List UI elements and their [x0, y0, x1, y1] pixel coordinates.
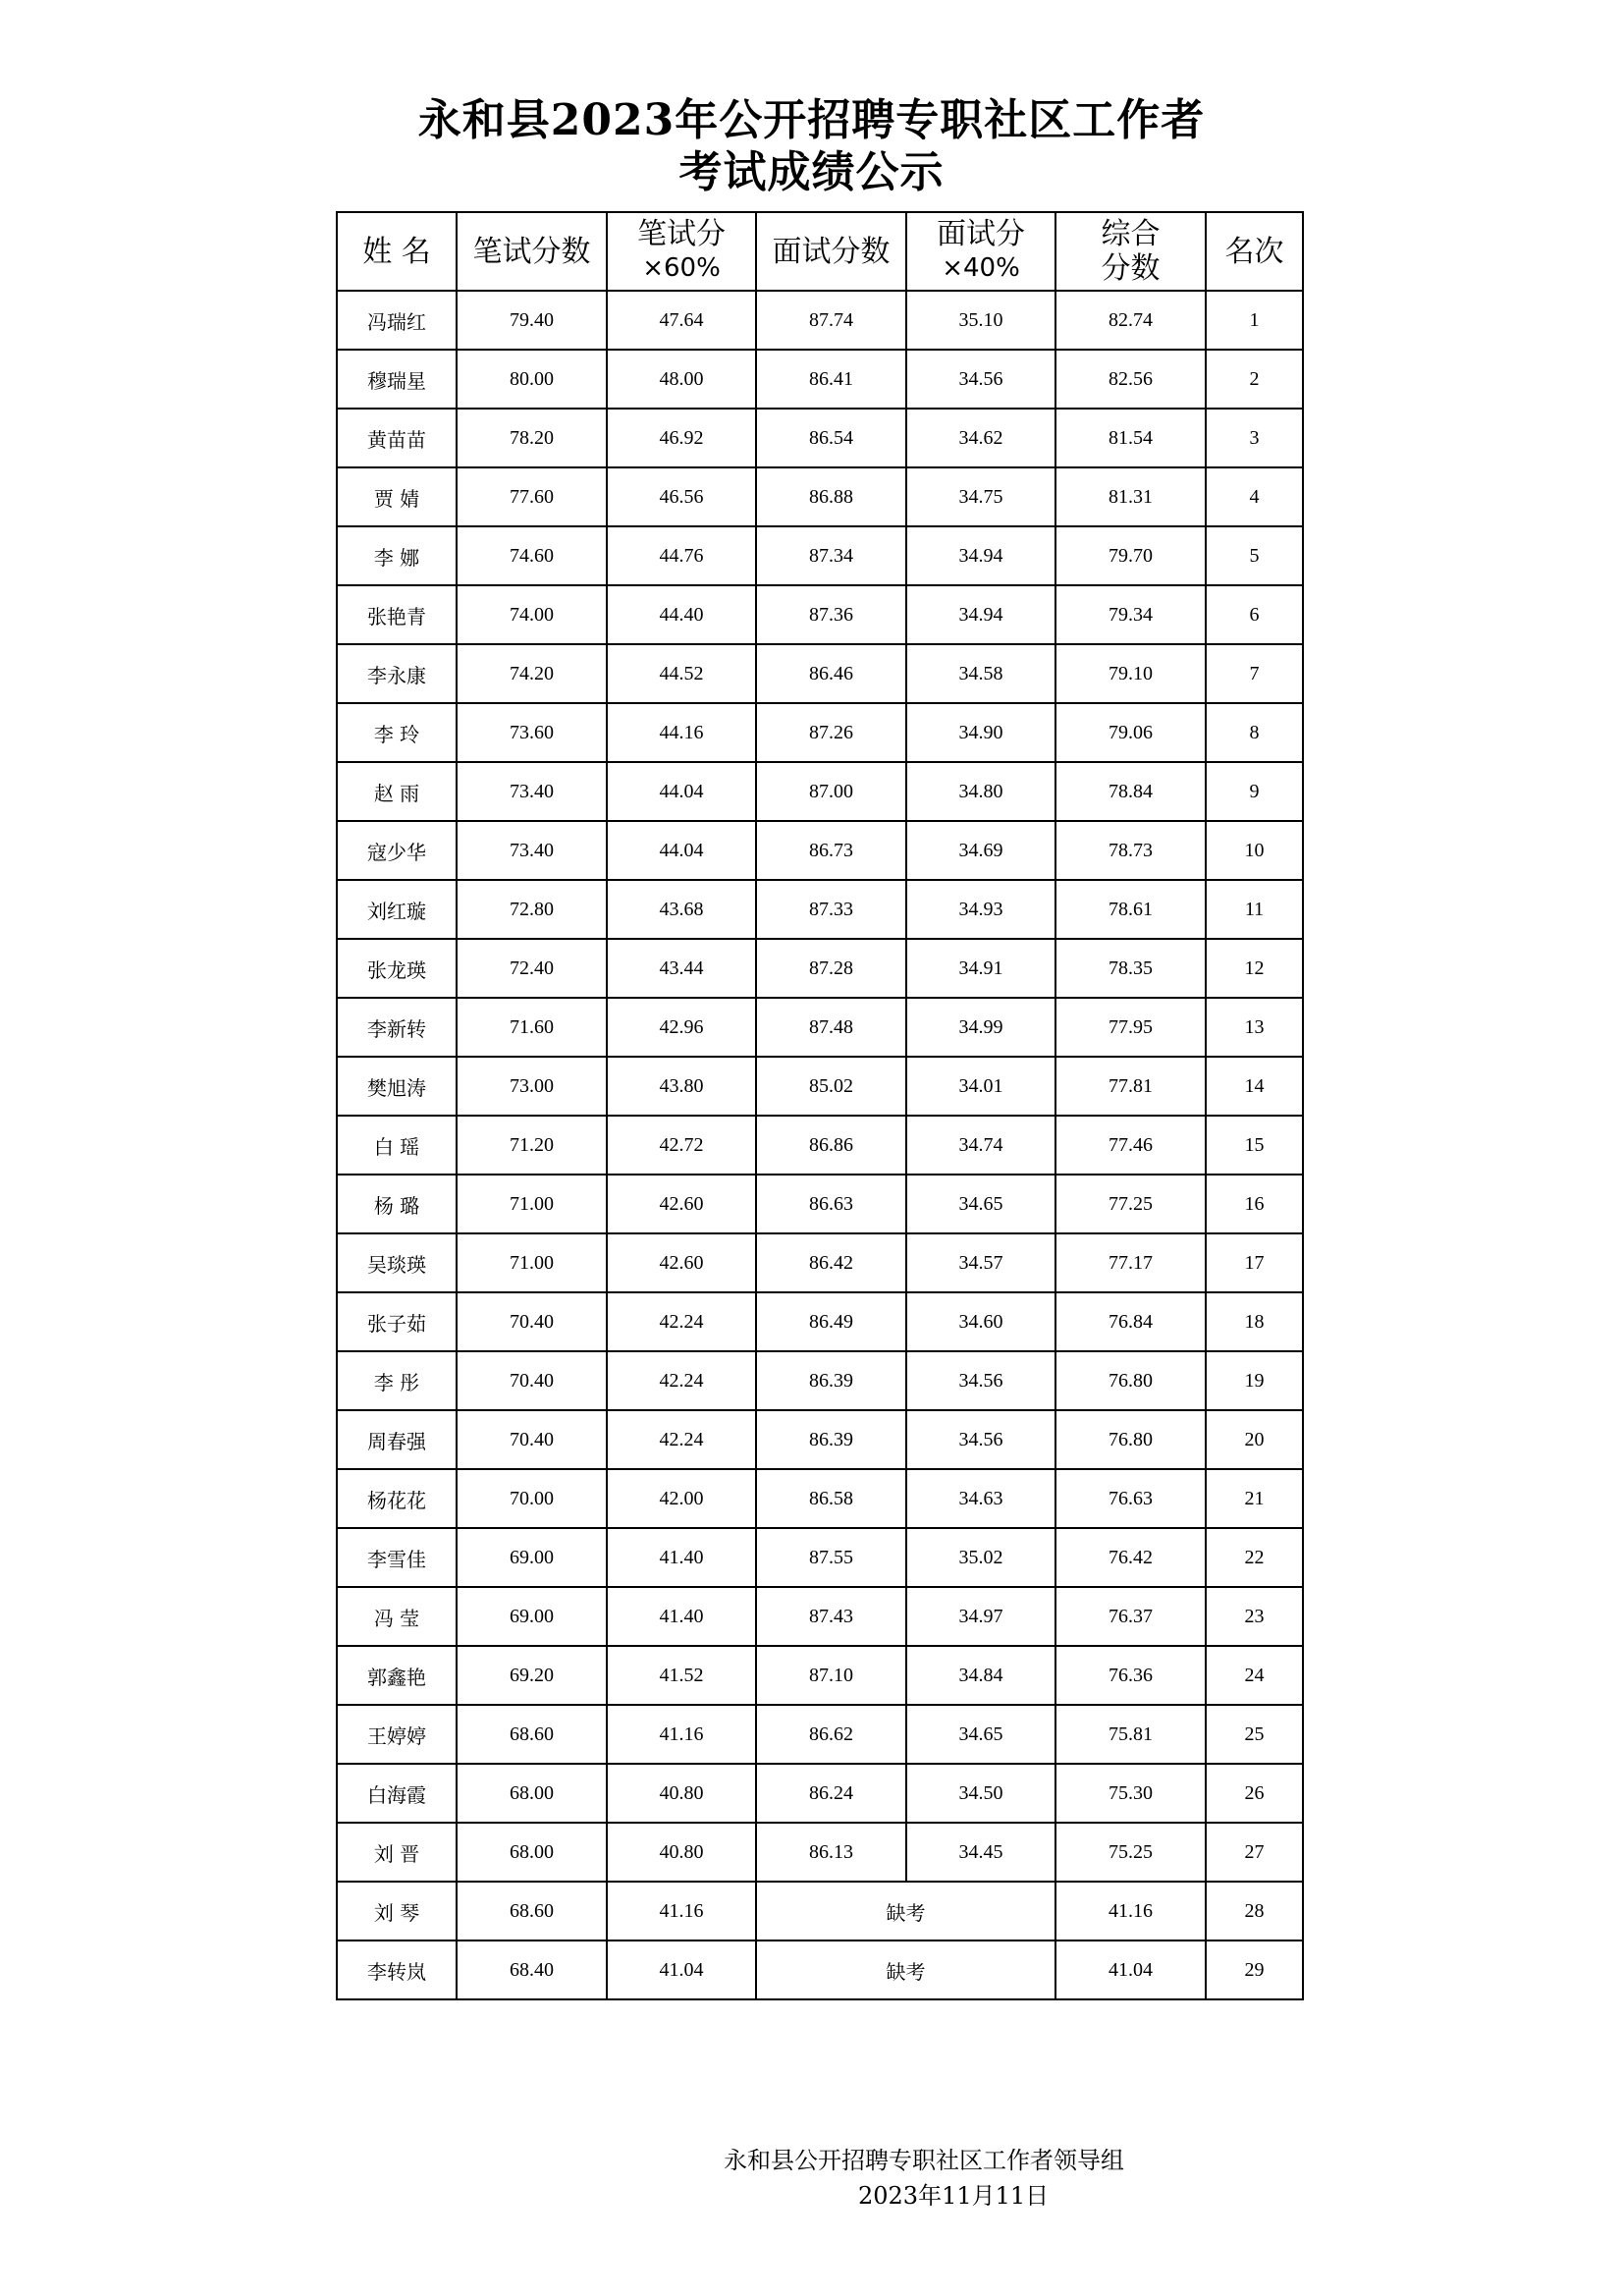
header-total-score: 综合 分数	[1055, 212, 1206, 291]
cell-name: 李转岚	[337, 1941, 457, 1999]
cell-interview-score: 86.41	[756, 350, 906, 409]
cell-interview-score: 86.63	[756, 1175, 906, 1233]
table-row	[337, 1469, 1303, 1528]
cell-interview-score: 87.34	[756, 526, 906, 585]
cell-written-score: 68.00	[457, 1764, 607, 1823]
table-row	[337, 1410, 1303, 1469]
cell-name: 樊旭涛	[337, 1057, 457, 1116]
cell-written-score: 71.60	[457, 998, 607, 1057]
cell-written-weighted: 42.24	[607, 1351, 756, 1410]
cell-total-score: 82.56	[1055, 350, 1206, 409]
cell-written-weighted: 42.72	[607, 1116, 756, 1175]
cell-written-weighted: 44.52	[607, 644, 756, 703]
cell-rank: 2	[1206, 350, 1303, 409]
header-written-weighted: 笔试分 ×60%	[607, 212, 756, 291]
cell-total-score: 77.46	[1055, 1116, 1206, 1175]
cell-written-weighted: 41.40	[607, 1587, 756, 1646]
cell-written-score: 69.00	[457, 1587, 607, 1646]
cell-interview-weighted: 34.97	[906, 1587, 1055, 1646]
header-rank: 名次	[1206, 212, 1303, 291]
cell-interview-score: 86.54	[756, 409, 906, 467]
cell-total-score: 75.81	[1055, 1705, 1206, 1764]
cell-interview-weighted: 34.56	[906, 1351, 1055, 1410]
cell-total-score: 77.95	[1055, 998, 1206, 1057]
cell-written-weighted: 41.04	[607, 1941, 756, 1999]
cell-interview-weighted: 34.65	[906, 1705, 1055, 1764]
table-row	[337, 1116, 1303, 1175]
score-table	[336, 211, 1304, 2000]
cell-interview-score: 86.49	[756, 1292, 906, 1351]
cell-rank: 11	[1206, 880, 1303, 939]
cell-interview-weighted: 34.62	[906, 409, 1055, 467]
cell-written-score: 70.40	[457, 1410, 607, 1469]
table-row	[337, 291, 1303, 350]
cell-written-score: 70.00	[457, 1469, 607, 1528]
cell-written-weighted: 43.68	[607, 880, 756, 939]
cell-interview-weighted: 35.02	[906, 1528, 1055, 1587]
cell-total-score: 79.10	[1055, 644, 1206, 703]
cell-interview-score: 86.39	[756, 1351, 906, 1410]
cell-interview-weighted: 35.10	[906, 291, 1055, 350]
cell-name: 白海霞	[337, 1764, 457, 1823]
cell-written-weighted: 46.92	[607, 409, 756, 467]
cell-interview-score: 86.24	[756, 1764, 906, 1823]
header-row	[337, 212, 1303, 291]
table-row	[337, 467, 1303, 526]
table-row	[337, 939, 1303, 998]
cell-total-score: 76.42	[1055, 1528, 1206, 1587]
cell-interview-score: 86.88	[756, 467, 906, 526]
cell-rank: 6	[1206, 585, 1303, 644]
cell-interview-weighted: 34.93	[906, 880, 1055, 939]
cell-written-score: 80.00	[457, 350, 607, 409]
cell-name: 赵 雨	[337, 762, 457, 821]
cell-written-score: 69.00	[457, 1528, 607, 1587]
table-row	[337, 585, 1303, 644]
cell-rank: 3	[1206, 409, 1303, 467]
cell-interview-score: 86.13	[756, 1823, 906, 1882]
table-row	[337, 1292, 1303, 1351]
cell-interview-score: 86.62	[756, 1705, 906, 1764]
cell-rank: 24	[1206, 1646, 1303, 1705]
cell-interview-weighted: 34.56	[906, 1410, 1055, 1469]
cell-interview-score: 87.00	[756, 762, 906, 821]
cell-name: 李 彤	[337, 1351, 457, 1410]
cell-rank: 9	[1206, 762, 1303, 821]
cell-written-score: 74.20	[457, 644, 607, 703]
cell-written-weighted: 42.96	[607, 998, 756, 1057]
cell-name: 冯瑞红	[337, 291, 457, 350]
cell-interview-score: 87.36	[756, 585, 906, 644]
cell-written-score: 70.40	[457, 1351, 607, 1410]
table-row	[337, 409, 1303, 467]
cell-interview-score: 86.39	[756, 1410, 906, 1469]
cell-written-weighted: 44.04	[607, 821, 756, 880]
cell-interview-weighted: 34.90	[906, 703, 1055, 762]
cell-interview-score: 87.55	[756, 1528, 906, 1587]
cell-written-score: 68.00	[457, 1823, 607, 1882]
cell-rank: 22	[1206, 1528, 1303, 1587]
cell-written-weighted: 43.80	[607, 1057, 756, 1116]
cell-interview-score: 86.58	[756, 1469, 906, 1528]
cell-name: 杨花花	[337, 1469, 457, 1528]
table-row	[337, 350, 1303, 409]
cell-total-score: 79.70	[1055, 526, 1206, 585]
cell-rank: 5	[1206, 526, 1303, 585]
cell-written-weighted: 42.60	[607, 1175, 756, 1233]
cell-name: 李雪佳	[337, 1528, 457, 1587]
cell-interview-weighted: 34.45	[906, 1823, 1055, 1882]
cell-rank: 29	[1206, 1941, 1303, 1999]
cell-interview-score: 87.10	[756, 1646, 906, 1705]
cell-total-score: 81.54	[1055, 409, 1206, 467]
cell-total-score: 78.73	[1055, 821, 1206, 880]
cell-name: 李 玲	[337, 703, 457, 762]
cell-total-score: 76.63	[1055, 1469, 1206, 1528]
cell-written-weighted: 41.40	[607, 1528, 756, 1587]
cell-written-score: 72.80	[457, 880, 607, 939]
cell-interview-score: 87.26	[756, 703, 906, 762]
cell-name: 黄苗苗	[337, 409, 457, 467]
cell-interview-score: 86.46	[756, 644, 906, 703]
cell-interview-score: 87.43	[756, 1587, 906, 1646]
cell-rank: 16	[1206, 1175, 1303, 1233]
cell-interview-score: 86.73	[756, 821, 906, 880]
cell-interview-weighted: 34.57	[906, 1233, 1055, 1292]
cell-total-score: 76.80	[1055, 1410, 1206, 1469]
cell-rank: 12	[1206, 939, 1303, 998]
cell-written-score: 72.40	[457, 939, 607, 998]
cell-rank: 15	[1206, 1116, 1303, 1175]
cell-name: 王婷婷	[337, 1705, 457, 1764]
cell-absent-note: 缺考	[756, 1941, 1055, 1999]
cell-interview-score: 86.86	[756, 1116, 906, 1175]
cell-interview-weighted: 34.69	[906, 821, 1055, 880]
cell-rank: 4	[1206, 467, 1303, 526]
cell-name: 吴琰瑛	[337, 1233, 457, 1292]
score-table-body	[337, 291, 1303, 1999]
cell-interview-weighted: 34.65	[906, 1175, 1055, 1233]
cell-rank: 10	[1206, 821, 1303, 880]
cell-written-score: 70.40	[457, 1292, 607, 1351]
cell-rank: 26	[1206, 1764, 1303, 1823]
cell-written-weighted: 44.16	[607, 703, 756, 762]
cell-rank: 20	[1206, 1410, 1303, 1469]
cell-name: 张子茹	[337, 1292, 457, 1351]
cell-written-score: 74.00	[457, 585, 607, 644]
cell-written-weighted: 44.76	[607, 526, 756, 585]
cell-written-score: 73.00	[457, 1057, 607, 1116]
cell-total-score: 75.30	[1055, 1764, 1206, 1823]
cell-total-score: 79.06	[1055, 703, 1206, 762]
cell-interview-weighted: 34.94	[906, 526, 1055, 585]
cell-absent-note: 缺考	[756, 1882, 1055, 1941]
table-row	[337, 1705, 1303, 1764]
table-row	[337, 1941, 1303, 1999]
cell-total-score: 76.36	[1055, 1646, 1206, 1705]
cell-name: 郭鑫艳	[337, 1646, 457, 1705]
cell-written-score: 78.20	[457, 409, 607, 467]
footer-organization: 永和县公开招聘专职社区工作者领导组	[724, 2147, 1124, 2174]
cell-interview-weighted: 34.58	[906, 644, 1055, 703]
cell-name: 穆瑞星	[337, 350, 457, 409]
cell-total-score: 79.34	[1055, 585, 1206, 644]
cell-rank: 13	[1206, 998, 1303, 1057]
cell-rank: 23	[1206, 1587, 1303, 1646]
cell-interview-weighted: 34.50	[906, 1764, 1055, 1823]
cell-written-score: 71.00	[457, 1233, 607, 1292]
cell-interview-score: 87.48	[756, 998, 906, 1057]
cell-interview-score: 86.42	[756, 1233, 906, 1292]
cell-written-score: 74.60	[457, 526, 607, 585]
cell-written-score: 68.40	[457, 1941, 607, 1999]
cell-name: 杨 璐	[337, 1175, 457, 1233]
cell-written-weighted: 44.04	[607, 762, 756, 821]
table-row	[337, 1057, 1303, 1116]
cell-written-weighted: 44.40	[607, 585, 756, 644]
cell-total-score: 41.04	[1055, 1941, 1206, 1999]
cell-total-score: 77.25	[1055, 1175, 1206, 1233]
cell-total-score: 78.61	[1055, 880, 1206, 939]
cell-written-score: 69.20	[457, 1646, 607, 1705]
cell-rank: 19	[1206, 1351, 1303, 1410]
cell-written-weighted: 42.60	[607, 1233, 756, 1292]
cell-total-score: 78.84	[1055, 762, 1206, 821]
cell-interview-weighted: 34.94	[906, 585, 1055, 644]
cell-name: 李 娜	[337, 526, 457, 585]
cell-name: 刘 晋	[337, 1823, 457, 1882]
page-title: 永和县2023年公开招聘专职社区工作者	[417, 95, 1206, 145]
table-row	[337, 1646, 1303, 1705]
cell-name: 李新转	[337, 998, 457, 1057]
cell-rank: 8	[1206, 703, 1303, 762]
table-row	[337, 1882, 1303, 1941]
table-row	[337, 1764, 1303, 1823]
cell-written-score: 73.40	[457, 762, 607, 821]
cell-rank: 28	[1206, 1882, 1303, 1941]
cell-written-score: 68.60	[457, 1882, 607, 1941]
cell-total-score: 81.31	[1055, 467, 1206, 526]
cell-interview-weighted: 34.75	[906, 467, 1055, 526]
cell-rank: 21	[1206, 1469, 1303, 1528]
cell-written-weighted: 48.00	[607, 350, 756, 409]
table-row	[337, 762, 1303, 821]
footer-date: 2023年11月11日	[858, 2182, 1050, 2210]
cell-interview-weighted: 34.99	[906, 998, 1055, 1057]
cell-written-weighted: 40.80	[607, 1823, 756, 1882]
cell-name: 刘红璇	[337, 880, 457, 939]
cell-total-score: 76.37	[1055, 1587, 1206, 1646]
cell-written-score: 71.20	[457, 1116, 607, 1175]
cell-interview-weighted: 34.60	[906, 1292, 1055, 1351]
cell-total-score: 77.81	[1055, 1057, 1206, 1116]
cell-interview-score: 87.28	[756, 939, 906, 998]
cell-written-weighted: 41.16	[607, 1882, 756, 1941]
cell-written-weighted: 43.44	[607, 939, 756, 998]
cell-name: 张龙瑛	[337, 939, 457, 998]
cell-interview-weighted: 34.80	[906, 762, 1055, 821]
cell-name: 周春强	[337, 1410, 457, 1469]
cell-written-weighted: 46.56	[607, 467, 756, 526]
cell-name: 寇少华	[337, 821, 457, 880]
cell-total-score: 78.35	[1055, 939, 1206, 998]
table-row	[337, 644, 1303, 703]
header-written-score: 笔试分数	[457, 212, 607, 291]
table-row	[337, 998, 1303, 1057]
table-row	[337, 1351, 1303, 1410]
cell-name: 白 瑶	[337, 1116, 457, 1175]
cell-written-score: 73.60	[457, 703, 607, 762]
cell-interview-weighted: 34.91	[906, 939, 1055, 998]
cell-name: 李永康	[337, 644, 457, 703]
page-subtitle: 考试成绩公示	[678, 147, 945, 197]
cell-total-score: 77.17	[1055, 1233, 1206, 1292]
cell-written-score: 73.40	[457, 821, 607, 880]
cell-written-score: 68.60	[457, 1705, 607, 1764]
table-row	[337, 703, 1303, 762]
table-row	[337, 1233, 1303, 1292]
cell-rank: 27	[1206, 1823, 1303, 1882]
cell-total-score: 76.80	[1055, 1351, 1206, 1410]
cell-rank: 14	[1206, 1057, 1303, 1116]
cell-written-score: 71.00	[457, 1175, 607, 1233]
cell-rank: 7	[1206, 644, 1303, 703]
cell-interview-score: 87.33	[756, 880, 906, 939]
cell-rank: 18	[1206, 1292, 1303, 1351]
cell-interview-weighted: 34.56	[906, 350, 1055, 409]
cell-written-weighted: 40.80	[607, 1764, 756, 1823]
cell-written-score: 79.40	[457, 291, 607, 350]
cell-written-weighted: 47.64	[607, 291, 756, 350]
header-interview-weighted: 面试分 ×40%	[906, 212, 1055, 291]
cell-interview-weighted: 34.74	[906, 1116, 1055, 1175]
table-row	[337, 880, 1303, 939]
cell-name: 贾 婧	[337, 467, 457, 526]
cell-interview-weighted: 34.01	[906, 1057, 1055, 1116]
header-name: 姓 名	[337, 212, 457, 291]
table-row	[337, 1823, 1303, 1882]
cell-written-weighted: 42.24	[607, 1292, 756, 1351]
cell-name: 冯 莹	[337, 1587, 457, 1646]
table-row	[337, 526, 1303, 585]
cell-written-score: 77.60	[457, 467, 607, 526]
cell-interview-weighted: 34.63	[906, 1469, 1055, 1528]
cell-written-weighted: 41.52	[607, 1646, 756, 1705]
cell-written-weighted: 42.24	[607, 1410, 756, 1469]
cell-interview-score: 87.74	[756, 291, 906, 350]
cell-interview-score: 85.02	[756, 1057, 906, 1116]
header-interview-score: 面试分数	[756, 212, 906, 291]
cell-name: 张艳青	[337, 585, 457, 644]
cell-total-score: 82.74	[1055, 291, 1206, 350]
cell-total-score: 76.84	[1055, 1292, 1206, 1351]
cell-total-score: 41.16	[1055, 1882, 1206, 1941]
table-row	[337, 1587, 1303, 1646]
table-row	[337, 1528, 1303, 1587]
table-row	[337, 1175, 1303, 1233]
cell-rank: 17	[1206, 1233, 1303, 1292]
cell-total-score: 75.25	[1055, 1823, 1206, 1882]
cell-interview-weighted: 34.84	[906, 1646, 1055, 1705]
cell-name: 刘 琴	[337, 1882, 457, 1941]
cell-rank: 1	[1206, 291, 1303, 350]
cell-rank: 25	[1206, 1705, 1303, 1764]
cell-written-weighted: 41.16	[607, 1705, 756, 1764]
cell-written-weighted: 42.00	[607, 1469, 756, 1528]
table-row	[337, 821, 1303, 880]
